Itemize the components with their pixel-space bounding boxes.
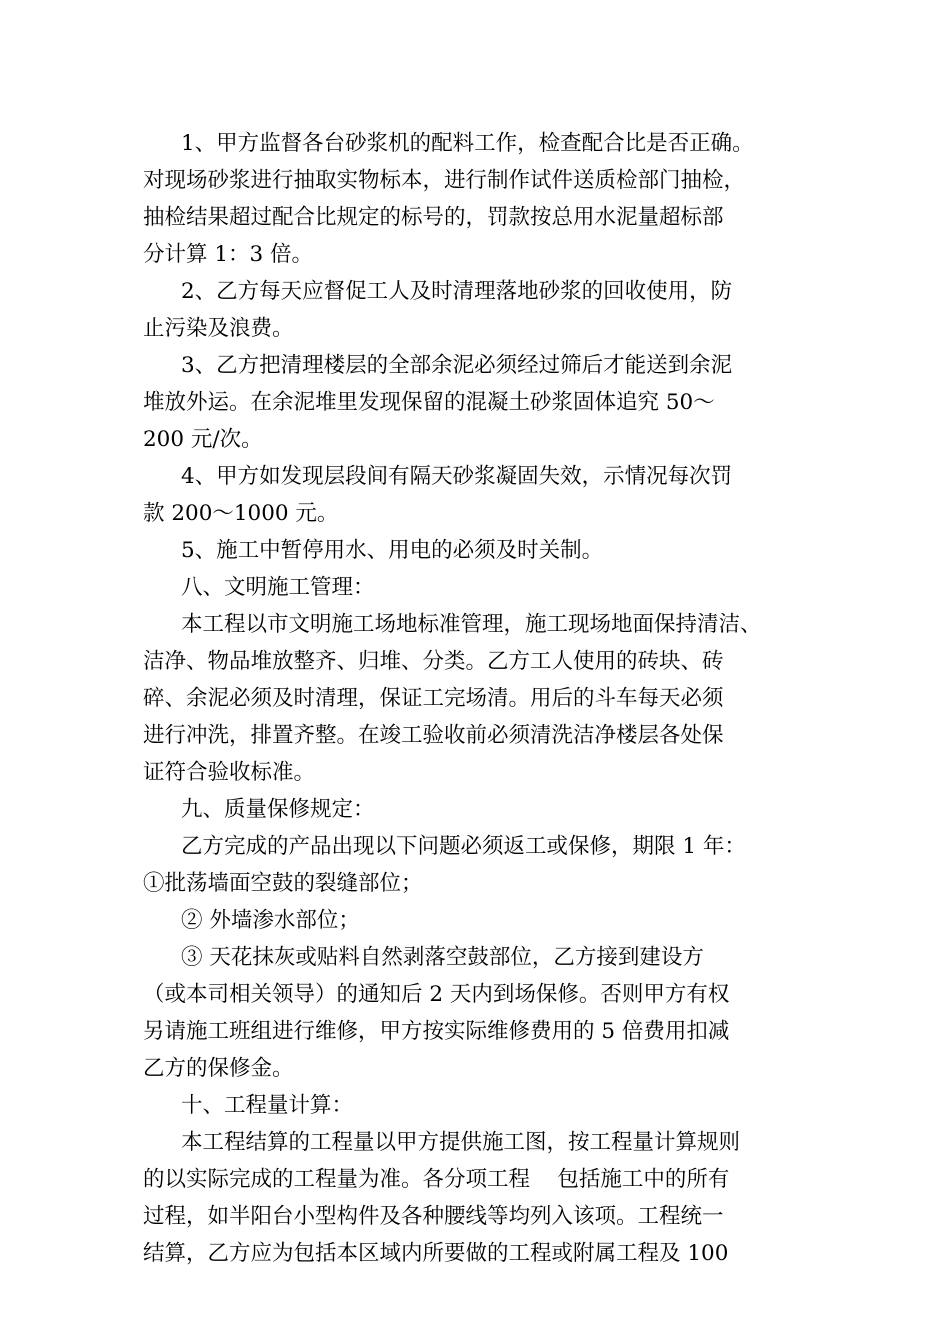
paragraph-line: 3、乙方把清理楼层的全部余泥必须经过筛后才能送到余泥 <box>181 353 733 378</box>
paragraph-line: 的以实际完成的工程量为准。各分项工程 包括施工中的所有 <box>143 1167 730 1192</box>
paragraph-line: 结算，乙方应为包括本区域内所要做的工程或附属工程及 100 <box>143 1241 729 1266</box>
paragraph-line: 乙方完成的产品出现以下问题必须返工或保修，期限 1 年： <box>181 834 746 859</box>
list-item: ①批荡墙面空鼓的裂缝部位； <box>143 871 423 896</box>
section-heading: 八、文明施工管理： <box>181 575 375 600</box>
paragraph-line: 抽检结果超过配合比规定的标号的，罚款按总用水泥量超标部 <box>143 205 724 230</box>
list-item: ③ 天花抹灰或贴料自然剥落空鼓部位，乙方接到建设方 <box>181 945 704 970</box>
list-item: ② 外墙渗水部位； <box>181 908 360 933</box>
paragraph-line: 对现场砂浆进行抽取实物标本，进行制作试件送质检部门抽检， <box>143 168 746 193</box>
paragraph-line: 本工程以市文明施工场地标准管理，施工现场地面保持清洁、 <box>181 612 762 637</box>
document-page <box>143 125 815 1272</box>
paragraph-line: 碎、余泥必须及时清理，保证工完场清。用后的斗车每天必须 <box>143 686 724 711</box>
paragraph-line: 分计算 1：3 倍。 <box>143 242 314 267</box>
paragraph-line: 1、甲方监督各台砂浆机的配料工作，检查配合比是否正确。 <box>181 131 754 156</box>
paragraph-line: 2、乙方每天应督促工人及时清理落地砂浆的回收使用，防 <box>181 279 733 304</box>
paragraph-line: （或本司相关领导）的通知后 2 天内到场保修。否则甲方有权 <box>143 982 730 1007</box>
paragraph-line: 200 元/次。 <box>143 427 263 452</box>
paragraph-line: 乙方的保修金。 <box>143 1056 294 1081</box>
paragraph-line: 另请施工班组进行维修，甲方按实际维修费用的 5 倍费用扣减 <box>143 1019 730 1044</box>
paragraph-line: 止污染及浪费。 <box>143 316 294 341</box>
section-heading: 十、工程量计算： <box>181 1093 354 1118</box>
paragraph-line: 堆放外运。在余泥堆里发现保留的混凝土砂浆固体追究 50～ <box>143 390 715 415</box>
paragraph-line: 款 200～1000 元。 <box>143 501 339 526</box>
section-heading: 九、质量保修规定： <box>181 797 375 822</box>
paragraph-line: 洁净、物品堆放整齐、归堆、分类。乙方工人使用的砖块、砖 <box>143 649 724 674</box>
paragraph-line: 本工程结算的工程量以甲方提供施工图，按工程量计算规则 <box>181 1130 741 1155</box>
paragraph-line: 证符合验收标准。 <box>143 760 316 785</box>
paragraph-line: 5、施工中暂停用水、用电的必须及时关制。 <box>181 538 604 563</box>
paragraph-line: 进行冲洗，排置齐整。在竣工验收前必须清洗洁净楼层各处保 <box>143 723 724 748</box>
paragraph-line: 4、甲方如发现层段间有隔天砂浆凝固失效，示情况每次罚 <box>181 464 733 489</box>
paragraph-line: 过程，如半阳台小型构件及各种腰线等均列入该项。工程统一 <box>143 1204 724 1229</box>
